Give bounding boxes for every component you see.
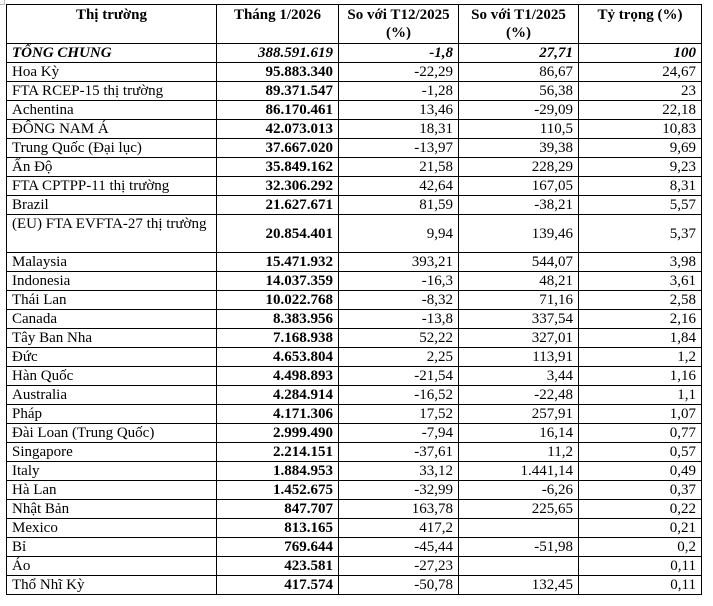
cell-vs-dec2025: -16,3 xyxy=(339,272,459,291)
cell-vs-dec2025: 163,78 xyxy=(339,500,459,519)
cell-share: 3,61 xyxy=(579,272,702,291)
cell-market: Nhật Bản xyxy=(7,500,217,519)
cell-vs-dec2025: -1,28 xyxy=(339,82,459,101)
cell-jan2026: 1.884.953 xyxy=(217,462,339,481)
cell-share: 23 xyxy=(579,82,702,101)
cell-vs-jan2025: 132,45 xyxy=(459,576,579,595)
cell-vs-jan2025: 1.441,14 xyxy=(459,462,579,481)
cell-share: 5,37 xyxy=(579,215,702,253)
cell-share: 0,49 xyxy=(579,462,702,481)
cell-vs-jan2025: 27,71 xyxy=(459,44,579,63)
market-table xyxy=(6,4,702,595)
cell-market: Thái Lan xyxy=(7,291,217,310)
cell-vs-jan2025: -38,21 xyxy=(459,196,579,215)
header-market: Thị trường xyxy=(7,5,217,44)
table-row xyxy=(7,348,702,367)
cell-market: Đức xyxy=(7,348,217,367)
cell-vs-jan2025: -22,48 xyxy=(459,386,579,405)
cell-share: 0,57 xyxy=(579,443,702,462)
cell-vs-jan2025: 71,16 xyxy=(459,291,579,310)
cell-market: Brazil xyxy=(7,196,217,215)
table-row xyxy=(7,158,702,177)
cell-vs-jan2025: 337,54 xyxy=(459,310,579,329)
table-row xyxy=(7,481,702,500)
cell-vs-dec2025: 417,2 xyxy=(339,519,459,538)
cell-vs-jan2025: 113,91 xyxy=(459,348,579,367)
table-row xyxy=(7,272,702,291)
cell-market: Trung Quốc (Đại lục) xyxy=(7,139,217,158)
cell-market: Tây Ban Nha xyxy=(7,329,217,348)
header-vs-dec2025: So với T12/2025 (%) xyxy=(339,5,459,44)
cell-market: Hà Lan xyxy=(7,481,217,500)
cell-share: 2,58 xyxy=(579,291,702,310)
cell-vs-dec2025: 52,22 xyxy=(339,329,459,348)
cell-vs-jan2025: 48,21 xyxy=(459,272,579,291)
cell-vs-dec2025: -1,8 xyxy=(339,44,459,63)
cell-vs-dec2025: -13,8 xyxy=(339,310,459,329)
table-row xyxy=(7,291,702,310)
cell-jan2026: 4.171.306 xyxy=(217,405,339,424)
cell-vs-dec2025: 33,12 xyxy=(339,462,459,481)
cell-market: Hàn Quốc xyxy=(7,367,217,386)
cell-vs-jan2025: 139,46 xyxy=(459,215,579,253)
cell-jan2026: 15.471.932 xyxy=(217,253,339,272)
cell-vs-dec2025: -45,44 xyxy=(339,538,459,557)
cell-jan2026: 388.591.619 xyxy=(217,44,339,63)
cell-jan2026: 20.854.401 xyxy=(217,215,339,253)
cell-share: 0,2 xyxy=(579,538,702,557)
cell-jan2026: 8.383.956 xyxy=(217,310,339,329)
table-row xyxy=(7,120,702,139)
cell-market: Ấn Độ xyxy=(7,158,217,177)
header-row xyxy=(7,5,702,44)
cell-vs-dec2025: 21,58 xyxy=(339,158,459,177)
cell-share: 3,98 xyxy=(579,253,702,272)
cell-share: 1,1 xyxy=(579,386,702,405)
cell-jan2026: 95.883.340 xyxy=(217,63,339,82)
cell-market: FTA RCEP-15 thị trường xyxy=(7,82,217,101)
cell-jan2026: 847.707 xyxy=(217,500,339,519)
cell-market: Hoa Kỳ xyxy=(7,63,217,82)
cell-vs-jan2025: 257,91 xyxy=(459,405,579,424)
cell-jan2026: 7.168.938 xyxy=(217,329,339,348)
cell-share: 0,37 xyxy=(579,481,702,500)
cell-vs-dec2025: -8,32 xyxy=(339,291,459,310)
cell-share: 5,57 xyxy=(579,196,702,215)
cell-market: (EU) FTA EVFTA-27 thị trường xyxy=(7,215,217,253)
cell-vs-dec2025: 393,21 xyxy=(339,253,459,272)
cell-vs-dec2025: 2,25 xyxy=(339,348,459,367)
cell-jan2026: 42.073.013 xyxy=(217,120,339,139)
cell-share: 22,18 xyxy=(579,101,702,120)
cell-vs-jan2025: 16,14 xyxy=(459,424,579,443)
cell-market: Singapore xyxy=(7,443,217,462)
cell-jan2026: 4.653.804 xyxy=(217,348,339,367)
cell-vs-dec2025: -37,61 xyxy=(339,443,459,462)
cell-share: 9,23 xyxy=(579,158,702,177)
cell-share: 1,2 xyxy=(579,348,702,367)
cell-market: Australia xyxy=(7,386,217,405)
cell-vs-dec2025: -22,29 xyxy=(339,63,459,82)
table-row xyxy=(7,139,702,158)
cell-share: 1,84 xyxy=(579,329,702,348)
cell-share: 1,07 xyxy=(579,405,702,424)
cell-market: Bỉ xyxy=(7,538,217,557)
cell-market: Canada xyxy=(7,310,217,329)
cell-share: 0,22 xyxy=(579,500,702,519)
cell-vs-jan2025: 228,29 xyxy=(459,158,579,177)
table-row xyxy=(7,329,702,348)
cell-jan2026: 86.170.461 xyxy=(217,101,339,120)
cell-vs-jan2025 xyxy=(459,519,579,538)
cell-vs-dec2025: -13,97 xyxy=(339,139,459,158)
header-vs-jan2025: So với T1/2025 (%) xyxy=(459,5,579,44)
cell-share: 1,16 xyxy=(579,367,702,386)
cell-jan2026: 2.214.151 xyxy=(217,443,339,462)
cell-market: Pháp xyxy=(7,405,217,424)
table-row xyxy=(7,253,702,272)
cell-market: ĐÔNG NAM Á xyxy=(7,120,217,139)
cell-vs-jan2025: 327,01 xyxy=(459,329,579,348)
cell-jan2026: 4.284.914 xyxy=(217,386,339,405)
table-row xyxy=(7,63,702,82)
table-row xyxy=(7,443,702,462)
cell-jan2026: 423.581 xyxy=(217,557,339,576)
table-row xyxy=(7,196,702,215)
cell-vs-jan2025: 225,65 xyxy=(459,500,579,519)
cell-share: 100 xyxy=(579,44,702,63)
cell-vs-dec2025: -32,99 xyxy=(339,481,459,500)
cell-vs-jan2025: 39,38 xyxy=(459,139,579,158)
cell-market: Italy xyxy=(7,462,217,481)
table-row xyxy=(7,386,702,405)
cell-vs-dec2025: 81,59 xyxy=(339,196,459,215)
table-row xyxy=(7,101,702,120)
cell-vs-dec2025: -21,54 xyxy=(339,367,459,386)
cell-jan2026: 21.627.671 xyxy=(217,196,339,215)
cell-market: Đài Loan (Trung Quốc) xyxy=(7,424,217,443)
cell-vs-dec2025: -7,94 xyxy=(339,424,459,443)
cell-share: 0,11 xyxy=(579,557,702,576)
corner-mark xyxy=(0,0,5,5)
cell-jan2026: 2.999.490 xyxy=(217,424,339,443)
header-share: Tỷ trọng (%) xyxy=(579,5,702,44)
cell-vs-jan2025: 110,5 xyxy=(459,120,579,139)
cell-vs-jan2025: -6,26 xyxy=(459,481,579,500)
cell-market: Mexico xyxy=(7,519,217,538)
cell-market: Malaysia xyxy=(7,253,217,272)
cell-market: TỔNG CHUNG xyxy=(7,44,217,63)
cell-jan2026: 10.022.768 xyxy=(217,291,339,310)
cell-vs-dec2025: 17,52 xyxy=(339,405,459,424)
cell-share: 0,11 xyxy=(579,576,702,595)
cell-market: Achentina xyxy=(7,101,217,120)
cell-market: FTA CPTPP-11 thị trường xyxy=(7,177,217,196)
cell-market: Thổ Nhĩ Kỳ xyxy=(7,576,217,595)
cell-jan2026: 813.165 xyxy=(217,519,339,538)
table-row xyxy=(7,310,702,329)
cell-share: 0,77 xyxy=(579,424,702,443)
cell-jan2026: 37.667.020 xyxy=(217,139,339,158)
cell-jan2026: 769.644 xyxy=(217,538,339,557)
cell-vs-dec2025: 13,46 xyxy=(339,101,459,120)
table-row xyxy=(7,215,702,253)
cell-vs-dec2025: 42,64 xyxy=(339,177,459,196)
table-row xyxy=(7,424,702,443)
cell-vs-jan2025: 11,2 xyxy=(459,443,579,462)
table-row xyxy=(7,500,702,519)
cell-market: Indonesia xyxy=(7,272,217,291)
table-row xyxy=(7,177,702,196)
cell-share: 10,83 xyxy=(579,120,702,139)
cell-share: 24,67 xyxy=(579,63,702,82)
cell-market: Áo xyxy=(7,557,217,576)
cell-vs-dec2025: -27,23 xyxy=(339,557,459,576)
table-row xyxy=(7,538,702,557)
table-row xyxy=(7,576,702,595)
cell-share: 0,21 xyxy=(579,519,702,538)
cell-jan2026: 4.498.893 xyxy=(217,367,339,386)
table-row xyxy=(7,82,702,101)
cell-vs-jan2025: 86,67 xyxy=(459,63,579,82)
cell-jan2026: 32.306.292 xyxy=(217,177,339,196)
cell-jan2026: 14.037.359 xyxy=(217,272,339,291)
cell-vs-dec2025: 9,94 xyxy=(339,215,459,253)
cell-vs-jan2025: -29,09 xyxy=(459,101,579,120)
cell-vs-jan2025: -51,98 xyxy=(459,538,579,557)
cell-jan2026: 1.452.675 xyxy=(217,481,339,500)
cell-share: 9,69 xyxy=(579,139,702,158)
table-row xyxy=(7,557,702,576)
cell-vs-jan2025 xyxy=(459,557,579,576)
table-row xyxy=(7,519,702,538)
cell-vs-jan2025: 544,07 xyxy=(459,253,579,272)
table-row xyxy=(7,405,702,424)
header-jan2026: Tháng 1/2026 xyxy=(217,5,339,44)
cell-jan2026: 417.574 xyxy=(217,576,339,595)
cell-vs-dec2025: -50,78 xyxy=(339,576,459,595)
cell-share: 2,16 xyxy=(579,310,702,329)
cell-vs-jan2025: 3,44 xyxy=(459,367,579,386)
cell-jan2026: 35.849.162 xyxy=(217,158,339,177)
cell-share: 8,31 xyxy=(579,177,702,196)
cell-vs-dec2025: 18,31 xyxy=(339,120,459,139)
cell-vs-jan2025: 56,38 xyxy=(459,82,579,101)
cell-vs-dec2025: -16,52 xyxy=(339,386,459,405)
table-row xyxy=(7,462,702,481)
cell-vs-jan2025: 167,05 xyxy=(459,177,579,196)
cell-jan2026: 89.371.547 xyxy=(217,82,339,101)
total-row xyxy=(7,44,702,63)
table-row xyxy=(7,367,702,386)
